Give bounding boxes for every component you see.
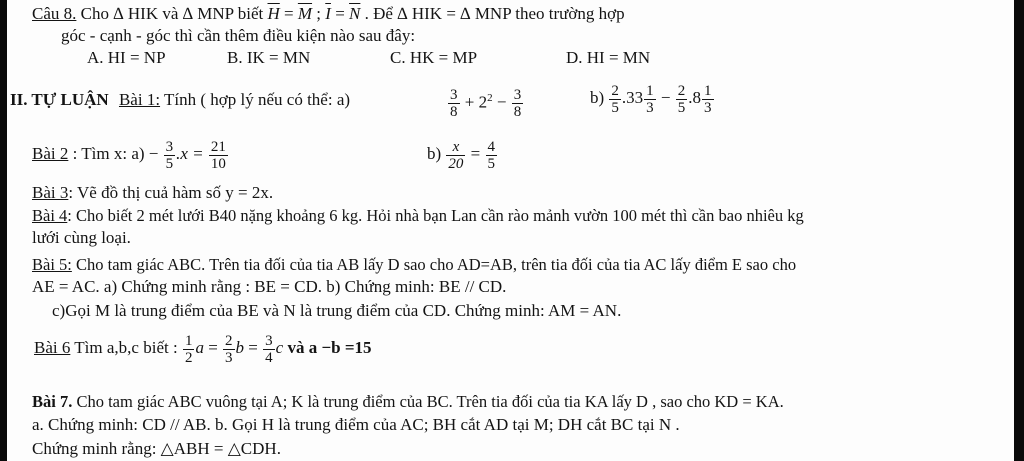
fraction: $\frac{2}{5}$ (611, 82, 619, 116)
bai1-expr-b: b) $\frac{2}{5}$ .33 $\frac{1}{3}$ − $\frac{2}{5}$ .8 $\frac{1}{3}$ (590, 82, 712, 116)
angle-m: $\overline{M}$ (297, 4, 313, 23)
screen-frame-left (0, 0, 7, 461)
angle-h: $\overline{H}$ (267, 4, 280, 23)
angle-i: $\overline{I}$ (325, 4, 331, 23)
fraction: $\frac{1}{2}$ (184, 332, 193, 366)
q8-option-a: A. HI = NP (87, 48, 166, 67)
bai7-line3: Chứng minh rằng: △ABH = △CDH. (32, 439, 281, 458)
fraction: $\frac{21}{10}$ (210, 138, 226, 172)
tuluan-heading: II. TỰ LUẬN (10, 90, 109, 109)
bai4-label: Bài 4 (32, 206, 68, 225)
fraction: $\frac{3}{5}$ (165, 138, 174, 172)
bai2-line: Bài 2 : Tìm x: a) − $\frac{3}{5}$ .x = $\frac{21}{10}$ (32, 138, 226, 172)
bai5-label: Bài 5: (32, 255, 72, 274)
bai5-line3: c)Gọi M là trung điểm của BE và N là trung điểm của CD. Chứng minh: AM = AN. (52, 301, 622, 320)
bai6-label: Bài 6 (34, 338, 71, 357)
fraction: $\frac{x}{20}$ (448, 138, 464, 172)
bai3-label: Bài 3 (32, 183, 69, 202)
bai7-line1: Bài 7. Cho tam giác ABC vuông tại A; K là trung điểm của BC. Trên tia đối của tia KA lấy D , sao cho KD = KA. (32, 392, 784, 411)
bai4-line2: lưới cùng loại. (32, 228, 131, 247)
angle-n: $\overline{N}$ (349, 4, 361, 23)
bai1-expr-a: $\frac{3}{8}$ + $2^2$ − $\frac{3}{8}$ (450, 87, 522, 121)
q8-line1: Câu 8. Cho ∆ HIK và ∆ MNP biết $\overline{H} = \overline{M}$ ; $\overline{I} = \overline{N}$ . Để ∆ HIK = ∆ MNP theo trường hợp (32, 4, 625, 23)
q8-option-c: C. HK = MP (390, 48, 478, 67)
exam-page (7, 0, 1014, 461)
fraction: $\frac{3}{8}$ (513, 87, 522, 121)
bai2-b: b) $\frac{x}{20}$ = $\frac{4}{5}$ (427, 138, 496, 172)
bai3-line: Bài 3: Vẽ đồ thị cuả hàm số y = 2x. (32, 183, 274, 202)
q8-label: Câu 8. (32, 4, 77, 23)
screen-frame-right (1014, 0, 1024, 461)
bai4-line1: Bài 4: Cho biết 2 mét lưới B40 nặng khoảng 6 kg. Hỏi nhà bạn Lan cần rào mảnh vườn 100 mét thì cần bao nhiêu kg (32, 206, 804, 225)
fraction: $\frac{3}{8}$ (450, 87, 458, 121)
bai2-label: Bài 2 (32, 144, 69, 163)
bai5-line2: AE = AC. a) Chứng minh rằng : BE = CD. b) Chứng minh: BE // CD. (32, 277, 507, 296)
fraction: $\frac{3}{4}$ (265, 332, 273, 366)
bai1-label: Bài 1: (118, 90, 161, 109)
bai7-label: Bài 7. (32, 392, 73, 411)
q8-line2: góc - cạnh - góc thì cần thêm điều kiện nào sau đây: (61, 26, 416, 45)
fraction: $\frac{1}{3}$ (704, 82, 712, 116)
fraction: $\frac{4}{5}$ (487, 138, 496, 172)
bai1-line: II. TỰ LUẬN Bài 1: Tính ( hợp lý nếu có thể: a) (10, 90, 351, 109)
bai7-line2: a. Chứng minh: CD // AB. b. Gọi H là trung điểm của AC; BH cắt AD tại M; DH cắt BC tại N . (32, 415, 680, 434)
fraction: $\frac{2}{3}$ (225, 332, 233, 366)
q8-option-b: B. IK = MN (227, 48, 311, 67)
bai5-line1: Bài 5: Cho tam giác ABC. Trên tia đối của tia AB lấy D sao cho AD=AB, trên tia đối của tia AC lấy điểm E sao cho (32, 255, 797, 274)
fraction: $\frac{1}{3}$ (646, 82, 654, 116)
fraction: $\frac{2}{5}$ (677, 82, 686, 116)
bai6-line: Bài 6 Tìm a,b,c biết : $\frac{1}{2}$ a = $\frac{2}{3}$ b = $\frac{3}{4}$ c và a −b =15 (34, 332, 372, 366)
q8-option-d: D. HI = MN (566, 48, 651, 67)
